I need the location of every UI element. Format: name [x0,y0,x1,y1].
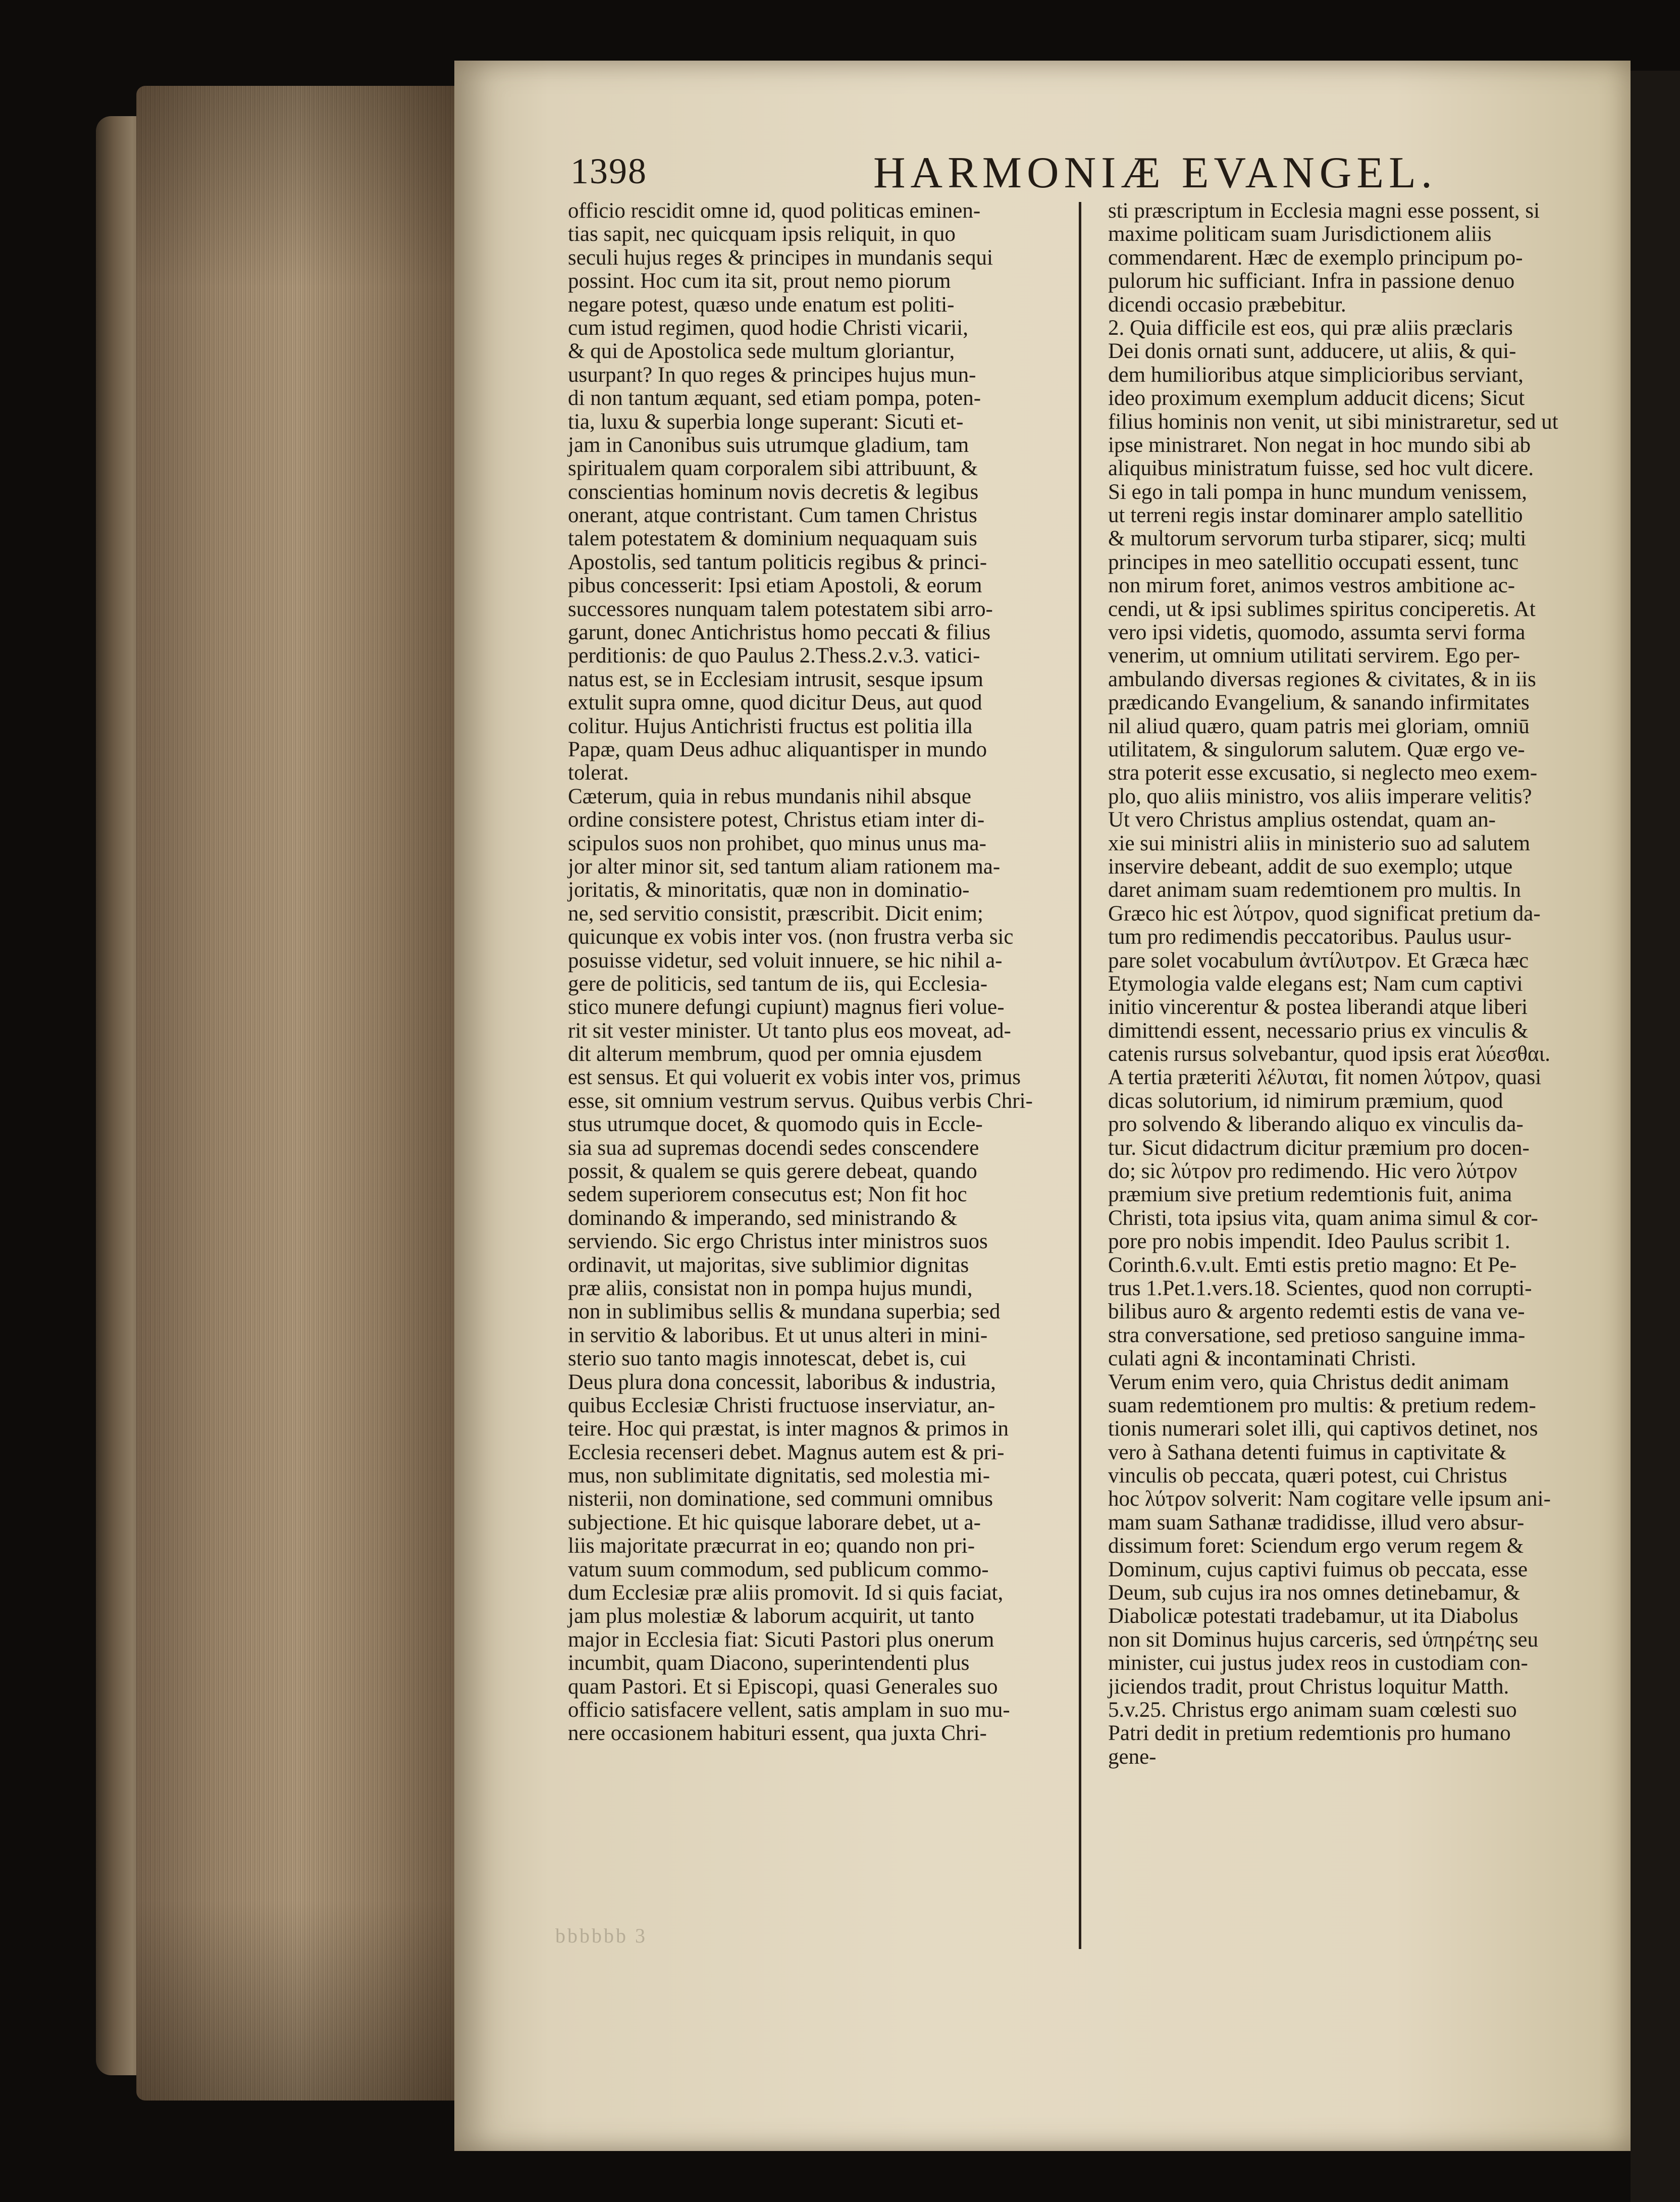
right-column-line: non mirum foret, animos vestros ambitione ac- [1108,574,1515,598]
right-column-line: dicendi occasio præbebitur. [1108,292,1346,317]
right-column-line: dimittendi essent, necessario prius ex vinculis & [1108,1018,1529,1043]
right-column-line: pare solet vocabulum ἀντίλυτρον. Et Græca hæc [1108,948,1529,972]
right-column-line: minister, cui justus judex reos in custodiam con- [1108,1651,1528,1675]
left-column-line: Deus plura dona concessit, laboribus & industria, [568,1370,996,1394]
right-column-line: Deum, sub cujus ira nos omnes detinebamur, & [1108,1581,1520,1605]
left-column-line: joritatis, & minoritatis, quæ non in dominatio- [568,878,970,902]
right-column-line: sti præscriptum in Ecclesia magni esse possent, si [1108,199,1540,223]
left-column-line: garunt, donec Antichristus homo peccati & filius [568,621,991,645]
left-column-line: major in Ecclesia fiat: Sicuti Pastori plus onerum [568,1627,994,1652]
left-column-line: nisterii, non dominatione, sed communi omnibus [568,1487,993,1511]
right-column-line: Dei donis ornati sunt, adducere, ut aliis, & qui- [1108,339,1516,364]
right-column-line: vinculis ob peccata, quæri potest, cui Christus [1108,1464,1507,1488]
left-column-line: colitur. Hujus Antichristi fructus est politia illa [568,714,973,738]
right-column-line: Diabolicæ potestati tradebamur, ut ita Diabolus [1108,1604,1518,1628]
right-text-column [1108,199,1613,1769]
left-column-line: incumbit, quam Diacono, superintendenti plus [568,1651,970,1675]
left-column-line: talem potestatem & dominium nequaquam suis [568,527,977,551]
left-column-line: cum istud regimen, quod hodie Christi vicarii, [568,316,968,340]
right-column-line: mam suam Sathanæ tradidisse, illud vero absur- [1108,1510,1525,1534]
right-column-line: vero ipsi videtis, quomodo, assumta servi forma [1108,621,1526,645]
left-column-line: & qui de Apostolica sede multum gloriantur, [568,339,955,364]
right-column-line: pro solvendo & liberando aliquo ex vinculis da- [1108,1112,1524,1137]
right-column-line: Græco hic est λύτρον, quod significat pretium da- [1108,901,1541,926]
left-column-line: gere de politicis, sed tantum de iis, qui Ecclesia- [568,971,988,996]
left-column-line: officio satisfacere vellent, satis amplam in suo mu- [568,1698,1010,1722]
right-column-line: Corinth.6.v.ult. Emti estis pretio magno: Et Pe- [1108,1253,1517,1277]
fore-edge-shading [136,86,459,2101]
right-column-line: dicas solutorium, id nimirum præmium, quod [1108,1089,1503,1113]
right-column-line: Dominum, cujus captivi fuimus ob peccata, esse [1108,1557,1528,1581]
background-right [1631,71,1680,2202]
right-column-line: stra conversatione, sed pretioso sanguine imma- [1108,1323,1526,1347]
left-column-line: possint. Hoc cum ita sit, prout nemo piorum [568,269,951,293]
left-column-line: sia sua ad supremas docendi sedes conscendere [568,1136,979,1160]
right-column-line: dissimum foret: Sciendum ergo verum regem & [1108,1534,1524,1558]
left-column-line: officio rescidit omne id, quod politicas eminen- [568,199,981,223]
right-column-line: trus 1.Pet.1.vers.18. Scientes, quod non corrupti- [1108,1276,1532,1300]
right-column-line: tionis numerari solet illi, qui captivos detinet, nos [1108,1417,1538,1441]
right-column-line: præmium sive pretium redemtionis fuit, anima [1108,1183,1512,1207]
left-column-line: quicunque ex vobis inter vos. (non frustra verba sic [568,925,1014,949]
right-column-line: prædicando Evangelium, & sanando infirmitates [1108,691,1530,715]
right-column-line: hoc λύτρον solverit: Nam cogitare velle ipsum ani- [1108,1487,1551,1511]
left-column-line: pibus concesserit: Ipsi etiam Apostoli, & eorum [568,574,982,598]
right-column-line: initio vincerentur & postea liberandi atque liberi [1108,995,1528,1019]
left-column-line: jam in Canonibus suis utrumque gladium, tam [568,433,969,457]
left-column-line: conscientias hominum novis decretis & legibus [568,480,979,504]
left-column-line: quam Pastori. Et si Episcopi, quasi Generales suo [568,1674,998,1699]
left-column-line: sedem superiorem consecutus est; Non fit hoc [568,1183,967,1207]
right-column-line: do; sic λύτρον pro redimendo. Hic vero λύτρον [1108,1159,1517,1184]
running-title: HARMONIÆ EVANGEL. [873,148,1437,197]
right-column-line: 5.v.25. Christus ergo animam suam cœlesti suo [1108,1698,1517,1722]
left-column-line: ne, sed servitio consistit, præscribit. Dicit enim; [568,901,983,926]
left-column-line: Cæterum, quia in rebus mundanis nihil absque [568,784,971,808]
left-text-column [568,199,1070,1746]
right-column-line: jiciendos tradit, prout Christus loquitur Matth. [1108,1674,1509,1699]
right-column-line: tum pro redimendis peccatoribus. Paulus usur- [1108,925,1512,949]
right-column-line: venerim, ut omnium utilitati servirem. Ego per- [1108,644,1520,668]
right-column-line: pore pro nobis impendit. Ideo Paulus scribit 1. [1108,1230,1510,1254]
left-column-line: liis majoritate præcurrat in eo; quando non pri- [568,1534,975,1558]
right-column-line: maxime politicam suam Jurisdictionem aliis [1108,222,1492,246]
right-column-line: nil aliud quæro, quam patris mei gloriam, omniū [1108,714,1530,738]
left-column-line: negare potest, quæso unde enatum est politi- [568,292,955,317]
left-column-line: sterio suo tanto magis innotescat, debet is, cui [568,1347,967,1371]
left-column-line: posuisse videtur, sed voluit innuere, se hic nihil a- [568,948,1003,972]
left-column-line: spiritualem quam corporalem sibi attribuunt, & [568,456,978,481]
left-column-line: seculi hujus reges & principes in mundanis sequi [568,245,993,270]
left-column-line: Papæ, quam Deus adhuc aliquantisper in mundo [568,737,987,761]
left-column-line: tia, luxu & superbia longe superant: Sicuti et- [568,409,964,434]
left-column-line: in servitio & laboribus. Et ut unus alteri in mini- [568,1323,988,1347]
left-column-line: successores nunquam talem potestatem sibi arro- [568,597,993,621]
left-column-line: serviendo. Sic ergo Christus inter ministros suos [568,1230,988,1254]
right-column-line: Si ego in tali pompa in hunc mundum venissem, [1108,480,1528,504]
left-column-line: non in sublimibus sellis & mundana superbia; sed [568,1300,1001,1324]
right-column-line: ipse ministraret. Non negat in hoc mundo sibi ab [1108,433,1531,457]
left-column-line: præ aliis, consistat non in pompa hujus mundi, [568,1276,973,1300]
left-column-line: stus utrumque docet, & quomodo quis in Eccle- [568,1112,983,1137]
left-column-line: natus est, se in Ecclesiam intrusit, sesque ipsum [568,667,983,691]
right-column-line: stra poterit esse excusatio, si neglecto meo exem- [1108,761,1538,785]
right-column-line: filius hominis non venit, ut sibi ministraretur, sed ut [1108,409,1558,434]
left-column-line: ordinavit, ut majoritas, sive sublimior dignitas [568,1253,969,1277]
right-column-line: ambulando diversas regiones & civitates, & in iis [1108,667,1536,691]
right-column-line: pulorum hic sufficiant. Infra in passione denuo [1108,269,1515,293]
left-column-line: dum Ecclesiæ præ aliis promovit. Id si quis faciat, [568,1581,1004,1605]
right-column-line: xie sui ministri aliis in ministerio suo ad salutem [1108,831,1531,855]
right-column-line: cendi, ut & ipsi sublimes spiritus conciperetis. At [1108,597,1536,621]
right-column-line: ut terreni regis instar dominarer amplo satellitio [1108,503,1523,528]
left-column-line: Ecclesia recenseri debet. Magnus autem est & pri- [568,1440,1005,1464]
right-column-line: Etymologia valde elegans est; Nam cum captivi [1108,971,1523,996]
left-column-line: dominando & imperando, sed ministrando & [568,1206,958,1230]
left-column-line: mus, non sublimitate dignitatis, sed molestia mi- [568,1464,990,1488]
right-column-line: ideo proximum exemplum adducit dicens; Sicut [1108,386,1525,411]
left-column-line: extulit supra omne, quod dicitur Deus, aut quod [568,691,982,715]
left-column-line: Apostolis, sed tantum politicis regibus & princi- [568,550,987,574]
left-column-line: jor alter minor sit, sed tantum aliam rationem ma- [568,854,1001,879]
right-column-line: 2. Quia difficile est eos, qui præ aliis præclaris [1108,316,1513,340]
right-column-line: Patri dedit in pretium redemtionis pro humano [1108,1721,1511,1746]
left-column-line: quibus Ecclesiæ Christi fructuose inserviatur, an- [568,1393,995,1417]
left-column-line: nere occasionem habituri essent, qua juxta Chri- [568,1721,987,1746]
right-column-line: catenis rursus solvebantur, quod ipsis erat λύεσθαι. [1108,1042,1550,1066]
right-column-line: tur. Sicut didactrum dicitur præmium pro docen- [1108,1136,1530,1160]
left-column-line: usurpant? In quo reges & principes hujus mun- [568,363,976,387]
left-column-line: dit alterum membrum, quod per omnia ejusdem [568,1042,982,1066]
left-column-line: esse, sit omnium vestrum servus. Quibus verbis Chri- [568,1089,1033,1113]
left-column-line: teire. Hoc qui præstat, is inter magnos & primos in [568,1417,1009,1441]
right-column-line: Christi, tota ipsius vita, quam anima simul & cor- [1108,1206,1538,1230]
right-column-line: Ut vero Christus amplius ostendat, quam an- [1108,808,1496,832]
left-column-line: di non tantum æquant, sed etiam pompa, poten- [568,386,981,411]
left-column-line: jam plus molestiæ & laborum acquirit, ut tanto [568,1604,974,1628]
right-column-line: plo, quo aliis ministro, vos aliis imperare velitis? [1108,784,1532,808]
left-column-line: subjectione. Et hic quisque laborare debet, ut a- [568,1510,981,1534]
right-column-line: daret animam suam redemtionem pro multis. In [1108,878,1521,902]
right-column-line: A tertia præteriti λέλυται, fit nomen λύτρον, quasi [1108,1065,1542,1090]
left-column-line: tolerat. [568,761,629,785]
left-column-line: ordine consistere potest, Christus etiam inter di- [568,808,985,832]
left-column-line: tias sapit, nec quicquam ipsis reliquit, in quo [568,222,956,246]
left-column-line: scipulos suos non prohibet, quo minus unus ma- [568,831,986,855]
right-column-line: aliquibus ministratum fuisse, sed hoc vult dicere. [1108,456,1534,481]
right-column-line: principes in meo satellitio occupati essent, tunc [1108,550,1519,574]
left-column-line: rit sit vester minister. Ut tanto plus eos moveat, ad- [568,1018,1011,1043]
left-column-line: onerant, atque contristant. Cum tamen Christus [568,503,977,528]
column-divider [1079,202,1081,1949]
left-column-line: vatum suum commodum, sed publicum commo- [568,1557,989,1581]
right-column-line: suam redemtionem pro multis: & pretium redem- [1108,1393,1536,1417]
left-column-line: perditionis: de quo Paulus 2.Thess.2.v.3. vatici- [568,644,980,668]
page-number: 1398 [570,151,647,191]
right-column-line: bilibus auro & argento redemti estis de vana ve- [1108,1300,1525,1324]
page-header [570,147,1580,203]
right-column-line: Verum enim vero, quia Christus dedit animam [1108,1370,1509,1394]
left-column-line: possit, & qualem se quis gerere debeat, quando [568,1159,977,1184]
left-column-line: est sensus. Et qui voluerit ex vobis inter vos, primus [568,1065,1021,1090]
signature-mark: bbbbbb 3 [555,1924,647,1947]
right-column-line: gene- [1108,1745,1157,1769]
right-column-line: & multorum servorum turba stiparer, sicq; multi [1108,527,1527,551]
right-column-line: culati agni & incontaminati Christi. [1108,1347,1416,1371]
right-column-line: commendarent. Hæc de exemplo principum po- [1108,245,1523,270]
right-column-line: utilitatem, & singulorum salutem. Quæ ergo ve- [1108,737,1525,761]
right-column-line: inservire debeant, addit de suo exemplo; utque [1108,854,1513,879]
right-column-line: non sit Dominus hujus carceris, sed ὑπηρέτης seu [1108,1627,1539,1652]
right-column-line: dem humilioribus atque simplicioribus serviant, [1108,363,1524,387]
left-column-line: stico munere defungi cupiunt) magnus fieri volue- [568,995,1005,1019]
right-column-line: vero à Sathana detenti fuimus in captivitate & [1108,1440,1507,1464]
